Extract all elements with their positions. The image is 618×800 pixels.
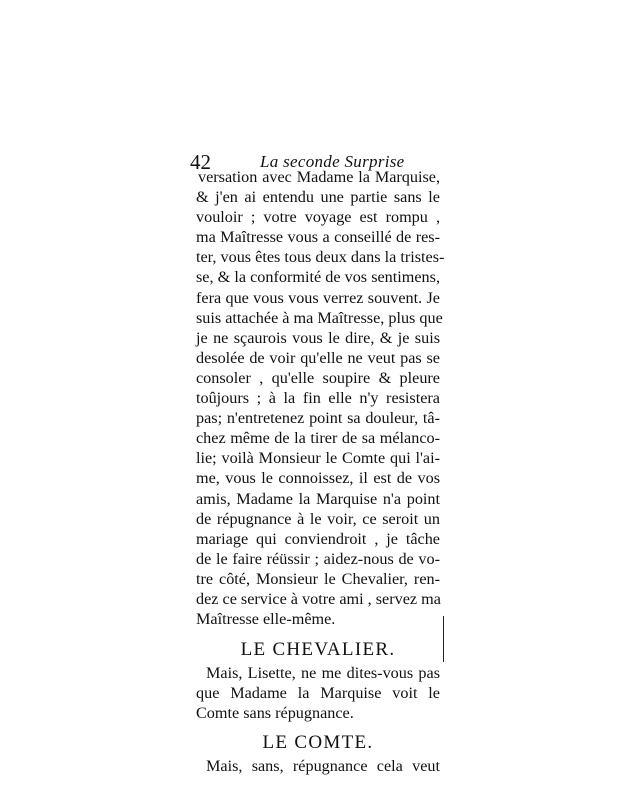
text-line: de répugnance à le voir, ce seroit un [196,509,440,528]
text-line: dez ce service à votre ami , servez ma [196,589,441,608]
text-line: tre côté, Monsieur le Chevalier, ren- [196,569,440,588]
speaker-heading: LE COMTE. [262,732,374,754]
text-line: chez même de la tirer de sa mélanco- [196,429,440,448]
text-line: versation avec Madame la Marquise, [198,168,440,186]
text-line: consoler , qu'elle soupire & pleure [196,368,440,387]
text-line: Mais, Lisette, ne me dites-vous pas [206,664,440,683]
text-line: Maîtresse elle-même. [196,610,336,629]
text-block [196,167,445,777]
text-line: vouloir ; votre voyage est rompu , [196,208,440,227]
page-number: 42 [190,150,211,174]
text-line: me, vous le connoissez, il est de vos [196,469,440,488]
text-line: ter, vous êtes tous deux dans la tristes- [196,248,445,267]
text-line: pas; n'entretenez point sa douleur, tâ- [196,409,440,428]
text-line: mariage qui conviendroit , je tâche [196,529,440,548]
text-line: que Madame la Marquise voit le [196,684,440,703]
page-edge-mark [443,616,444,662]
text-line: desolée de voir qu'elle ne veut pas se [196,348,440,367]
text-line: se, & la conformité de vos sentimens, [196,268,440,287]
text-line: de le faire réüssir ; aidez-nous de vo- [196,549,440,568]
running-head: La seconde Surprise [260,152,405,171]
text-line: suis attachée à ma Maîtresse, plus que [196,308,443,327]
speaker-heading: LE CHEVALIER. [240,639,396,661]
text-line: toûjours ; à la fin elle n'y resistera [196,389,440,408]
text-line: fera que vous vous verrez souvent. Je [196,288,440,307]
text-line: & j'en ai entendu une partie sans le [196,188,440,207]
text-line: Comte sans répugnance. [196,704,354,723]
text-line: amis, Madame la Marquise n'a point [196,489,440,508]
text-line: lie; voilà Monsieur le Comte qui l'ai- [196,449,440,468]
text-line: Mais, sans, répugnance cela veut [206,757,440,776]
text-line: je ne sçaurois vous le dire, & je suis [196,328,440,347]
text-line: ma Maîtresse vous a conseillé de res- [196,228,440,247]
